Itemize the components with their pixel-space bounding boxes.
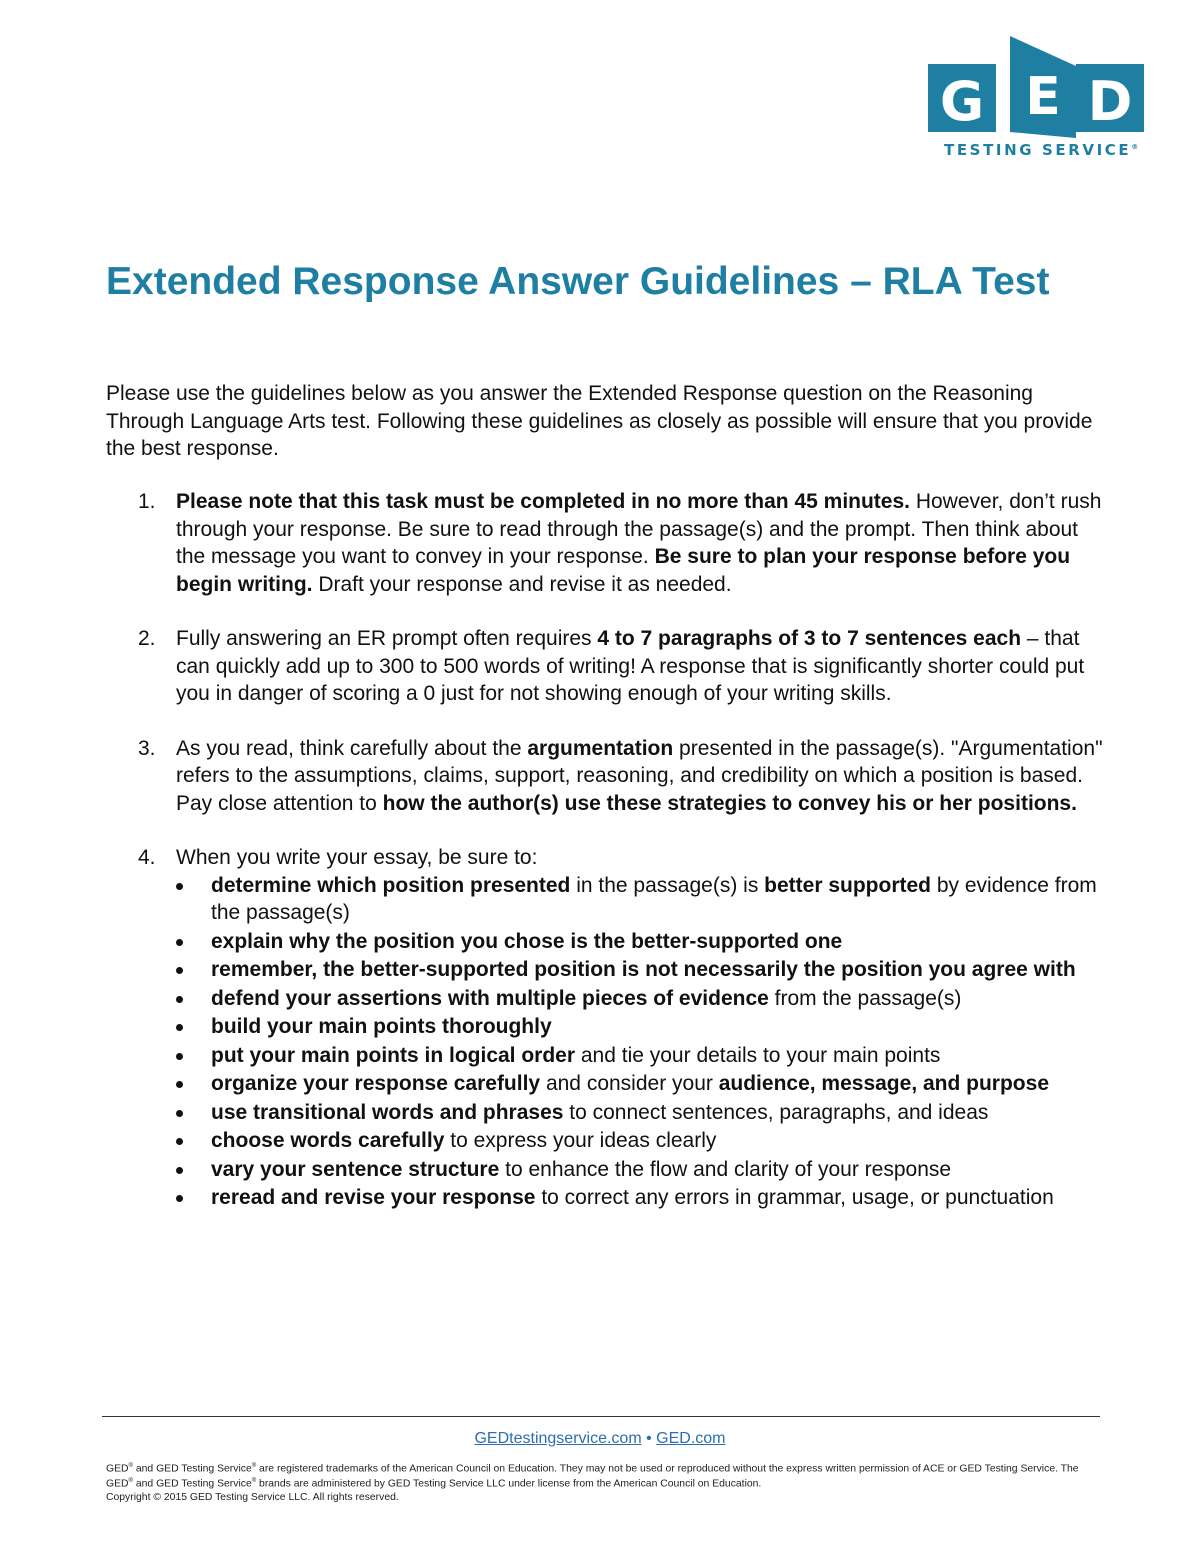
essay-checklist (176, 872, 1106, 1212)
logo-letter-d: D (1087, 70, 1133, 133)
guidelines-list (106, 488, 1106, 1239)
link-separator: • (641, 1430, 657, 1447)
legal-text: GED (106, 1463, 129, 1475)
bullet-bold: organize your response carefully (211, 1072, 541, 1095)
bullet-text: to express your ideas clearly (444, 1129, 717, 1152)
footer-links (0, 1430, 1200, 1448)
legal-text: are registered trademarks of the American Council on Education. They may not be used or reproduced without the express written permission of ACE or GED Testing Service. The GED (106, 1463, 1079, 1490)
bullet-bold: put your main points in logical order (211, 1043, 576, 1067)
bullet-text: by evidence from the passage(s) (211, 873, 1097, 924)
bullet-text: to enhance the flow and clarity of your response (499, 1157, 952, 1181)
bullet-text: to correct any errors in grammar, usage, or punctuation (535, 1186, 1054, 1209)
copyright-text: Copyright © 2015 GED Testing Service LLC. All rights reserved. (106, 1491, 399, 1503)
logo-tagline (944, 141, 1144, 159)
item-1-text-a: However, don’t rush through your response. Be sure to read through the passage(s) and the prompt. Then think about the message you want to convey in your response. (176, 490, 1102, 568)
list-item (176, 956, 1106, 984)
bullet-bold: defend your assertions with multiple pieces of evidence (211, 986, 769, 1010)
registered-mark: ® (251, 1463, 257, 1469)
gedtestingservice-link[interactable]: GEDtestingservice.com (474, 1430, 642, 1447)
item-2-bold-a: 4 to 7 paragraphs of 3 to 7 sentences each (597, 627, 1022, 650)
bullet-bold: choose words carefully (211, 1129, 445, 1152)
item-number: 3. (138, 736, 156, 760)
guideline-item-3 (106, 735, 1106, 818)
list-item (176, 928, 1106, 956)
bullet-text: and tie your details to your main points (575, 1043, 941, 1067)
logo-letter-e: E (1025, 67, 1061, 127)
bullet-text: to connect sentences, paragraphs, and ideas (563, 1100, 989, 1124)
item-3-text-a: As you read, think carefully about the (176, 736, 528, 760)
guideline-item-4 (106, 844, 1106, 1212)
list-item (176, 1184, 1106, 1212)
item-3-bold-b: how the author(s) use these strategies to convey his or her positions. (382, 791, 1077, 815)
bullet-text: and consider your (540, 1072, 719, 1095)
list-item (176, 1070, 1106, 1098)
item-3-bold-a: argumentation (527, 736, 674, 760)
item-1-bold-a: Please note that this task must be completed in no more than 45 minutes. (176, 490, 910, 513)
item-3-text-b: presented in the passage(s). "Argumentation" refers to the assumptions, claims, support, reasoning, and credibility on which a position is based. Pay close attention to (176, 736, 1103, 815)
bullet-bold: better supported (764, 873, 931, 897)
item-number: 2. (138, 627, 156, 650)
legal-notice (106, 1460, 1096, 1504)
guideline-item-1 (106, 488, 1106, 598)
bullet-text: in the passage(s) is (570, 873, 765, 897)
item-2-text-b: – that can quickly add up to 300 to 500 words of writing! A response that is significantly shorter could put you in danger of scoring a 0 just for not showing enough of your writing skills. (176, 627, 1085, 705)
item-2-text-a: Fully answering an ER prompt often requires (176, 627, 598, 650)
logo-tagline-mark: ® (1131, 143, 1139, 151)
item-1-bold-b: Be sure to plan your response before you begin writing. (176, 545, 1071, 596)
bullet-bold: use transitional words and phrases (211, 1100, 564, 1124)
footer-divider (102, 1416, 1100, 1417)
item-4-lead: When you write your essay, be sure to: (176, 846, 538, 869)
list-item (176, 1013, 1106, 1041)
list-item (176, 1156, 1106, 1184)
bullet-bold: explain why the position you chose is the better-supported one (211, 929, 843, 953)
registered-mark: ® (251, 1478, 257, 1485)
guideline-item-2 (106, 625, 1106, 708)
bullet-bold: audience, message, and purpose (718, 1072, 1049, 1095)
bullet-bold: remember, the better-supported position is not necessarily the position you agree with (211, 958, 1076, 981)
item-1-text-b: Draft your response and revise it as needed. (312, 572, 732, 596)
item-number: 4. (138, 846, 156, 869)
bullet-bold: reread and revise your response (211, 1186, 536, 1209)
item-number: 1. (138, 490, 156, 513)
legal-text: brands are administered by GED Testing Service LLC under license from the American Council on Education. (256, 1478, 762, 1490)
bullet-text: from the passage(s) (768, 986, 962, 1010)
logo-tagline-text: TESTING SERVICE (944, 141, 1132, 159)
bullet-bold: vary your sentence structure (211, 1157, 500, 1181)
page-title: Extended Response Answer Guidelines – RLA Test (106, 260, 1050, 303)
ged-link[interactable]: GED.com (656, 1430, 726, 1447)
legal-text: and GED Testing Service (132, 1463, 252, 1475)
bullet-bold: build your main points thoroughly (211, 1015, 552, 1038)
list-item (176, 1042, 1106, 1070)
registered-mark: ® (128, 1463, 133, 1469)
legal-text: and GED Testing Service (132, 1478, 252, 1490)
list-item (176, 872, 1106, 927)
bullet-bold: determine which position presented (211, 873, 571, 897)
list-item (176, 1127, 1106, 1155)
logo-letter-g: G (939, 70, 985, 133)
registered-mark: ® (128, 1478, 133, 1485)
intro-paragraph: Please use the guidelines below as you answer the Extended Response question on the Reasoning Through Language Arts test. Following these guidelines as closely as possible will ensure that you provide the best response. (106, 382, 1093, 460)
list-item (176, 985, 1106, 1013)
list-item (176, 1099, 1106, 1127)
